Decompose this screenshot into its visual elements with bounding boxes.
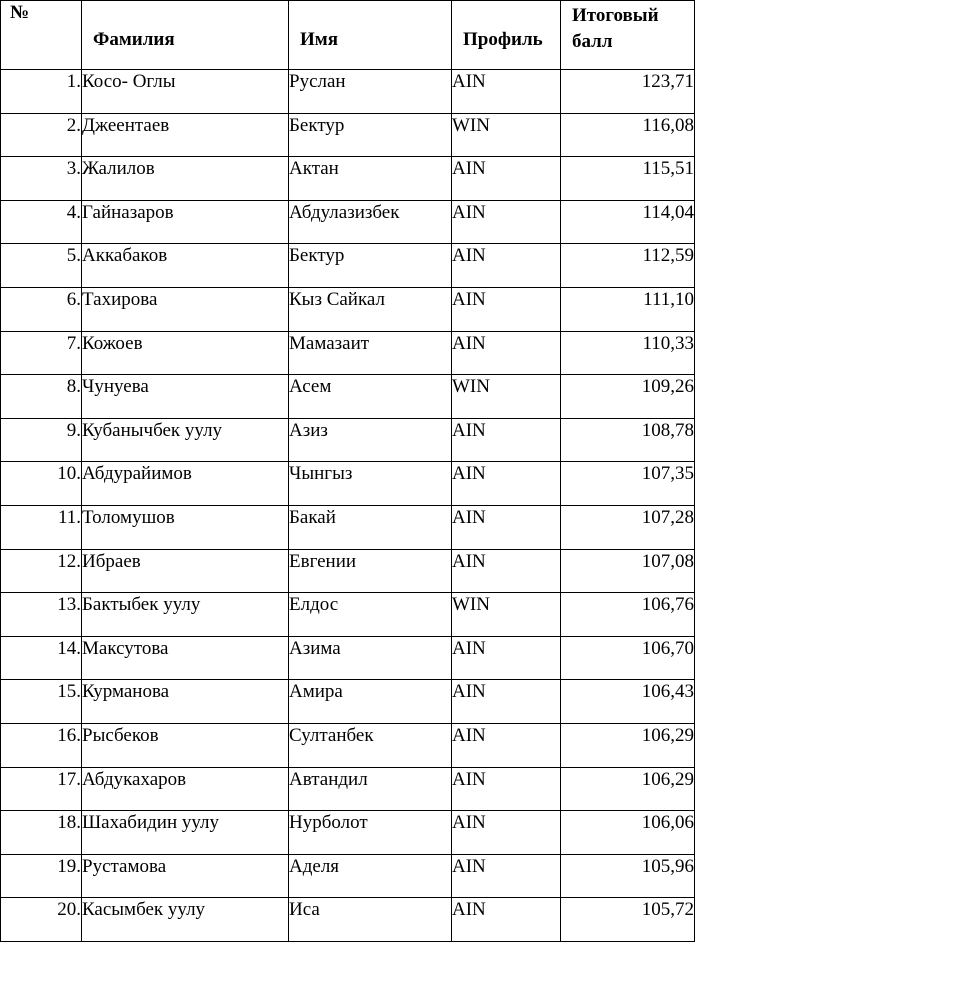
- name-cell: Руслан: [289, 70, 452, 114]
- table-row: [1, 505, 695, 549]
- profile-cell: AIN: [452, 157, 561, 201]
- profile-cell: AIN: [452, 418, 561, 462]
- score-cell: 108,78: [561, 418, 695, 462]
- table-row: [1, 462, 695, 506]
- profile-cell: AIN: [452, 898, 561, 942]
- surname-cell: Курманова: [82, 680, 289, 724]
- score-cell: 107,35: [561, 462, 695, 506]
- profile-cell: AIN: [452, 680, 561, 724]
- surname-cell: Кубанычбек уулу: [82, 418, 289, 462]
- profile-cell: AIN: [452, 854, 561, 898]
- row-number: 2.: [1, 113, 82, 157]
- score-cell: 106,06: [561, 811, 695, 855]
- score-cell: 106,29: [561, 767, 695, 811]
- name-cell: Евгении: [289, 549, 452, 593]
- profile-cell: AIN: [452, 549, 561, 593]
- row-number: 5.: [1, 244, 82, 288]
- profile-cell: AIN: [452, 244, 561, 288]
- name-cell: Султанбек: [289, 723, 452, 767]
- profile-cell: AIN: [452, 505, 561, 549]
- table-row: [1, 636, 695, 680]
- row-number: 20.: [1, 898, 82, 942]
- profile-cell: AIN: [452, 200, 561, 244]
- score-cell: 110,33: [561, 331, 695, 375]
- profile-cell: AIN: [452, 811, 561, 855]
- table-row: [1, 811, 695, 855]
- score-cell: 115,51: [561, 157, 695, 201]
- score-cell: 107,08: [561, 549, 695, 593]
- name-cell: Асем: [289, 375, 452, 419]
- row-number: 18.: [1, 811, 82, 855]
- header-score: Итоговый балл: [561, 1, 695, 70]
- row-number: 4.: [1, 200, 82, 244]
- header-num: №: [1, 1, 82, 70]
- profile-cell: AIN: [452, 287, 561, 331]
- score-cell: 105,96: [561, 854, 695, 898]
- profile-cell: WIN: [452, 113, 561, 157]
- table-row: [1, 331, 695, 375]
- surname-cell: Толомушов: [82, 505, 289, 549]
- row-number: 3.: [1, 157, 82, 201]
- row-number: 6.: [1, 287, 82, 331]
- header-row: [1, 1, 695, 70]
- row-number: 1.: [1, 70, 82, 114]
- surname-cell: Косо- Оглы: [82, 70, 289, 114]
- name-cell: Бектур: [289, 113, 452, 157]
- profile-cell: AIN: [452, 331, 561, 375]
- surname-cell: Тахирова: [82, 287, 289, 331]
- score-cell: 106,76: [561, 593, 695, 637]
- name-cell: Актан: [289, 157, 452, 201]
- row-number: 12.: [1, 549, 82, 593]
- row-number: 17.: [1, 767, 82, 811]
- surname-cell: Чунуева: [82, 375, 289, 419]
- table-row: [1, 157, 695, 201]
- surname-cell: Абдукахаров: [82, 767, 289, 811]
- surname-cell: Ибраев: [82, 549, 289, 593]
- table-row: [1, 244, 695, 288]
- name-cell: Чынгыз: [289, 462, 452, 506]
- score-cell: 111,10: [561, 287, 695, 331]
- surname-cell: Жалилов: [82, 157, 289, 201]
- row-number: 13.: [1, 593, 82, 637]
- row-number: 9.: [1, 418, 82, 462]
- surname-cell: Рустамова: [82, 854, 289, 898]
- row-number: 7.: [1, 331, 82, 375]
- profile-cell: AIN: [452, 767, 561, 811]
- row-number: 19.: [1, 854, 82, 898]
- table-row: [1, 549, 695, 593]
- table-row: [1, 418, 695, 462]
- surname-cell: Максутова: [82, 636, 289, 680]
- profile-cell: AIN: [452, 723, 561, 767]
- surname-cell: Кожоев: [82, 331, 289, 375]
- score-cell: 106,43: [561, 680, 695, 724]
- table-row: [1, 593, 695, 637]
- name-cell: Бакай: [289, 505, 452, 549]
- table-row: [1, 70, 695, 114]
- score-cell: 109,26: [561, 375, 695, 419]
- table-row: [1, 767, 695, 811]
- profile-cell: WIN: [452, 593, 561, 637]
- name-cell: Аделя: [289, 854, 452, 898]
- surname-cell: Аккабаков: [82, 244, 289, 288]
- profile-cell: AIN: [452, 462, 561, 506]
- table-row: [1, 287, 695, 331]
- name-cell: Абдулазизбек: [289, 200, 452, 244]
- table-row: [1, 723, 695, 767]
- row-number: 14.: [1, 636, 82, 680]
- surname-cell: Абдурайимов: [82, 462, 289, 506]
- name-cell: Мамазаит: [289, 331, 452, 375]
- table-row: [1, 854, 695, 898]
- row-number: 10.: [1, 462, 82, 506]
- score-cell: 107,28: [561, 505, 695, 549]
- score-cell: 105,72: [561, 898, 695, 942]
- surname-cell: Джеентаев: [82, 113, 289, 157]
- table-row: [1, 375, 695, 419]
- name-cell: Азиз: [289, 418, 452, 462]
- surname-cell: Касымбек уулу: [82, 898, 289, 942]
- score-cell: 123,71: [561, 70, 695, 114]
- name-cell: Бектур: [289, 244, 452, 288]
- row-number: 16.: [1, 723, 82, 767]
- surname-cell: Гайназаров: [82, 200, 289, 244]
- name-cell: Кыз Сайкал: [289, 287, 452, 331]
- table-row: [1, 898, 695, 942]
- score-cell: 116,08: [561, 113, 695, 157]
- score-cell: 114,04: [561, 200, 695, 244]
- row-number: 11.: [1, 505, 82, 549]
- row-number: 8.: [1, 375, 82, 419]
- table-row: [1, 680, 695, 724]
- header-surname: Фамилия: [82, 1, 289, 70]
- profile-cell: AIN: [452, 70, 561, 114]
- score-cell: 112,59: [561, 244, 695, 288]
- profile-cell: WIN: [452, 375, 561, 419]
- surname-cell: Бактыбек уулу: [82, 593, 289, 637]
- header-profile: Профиль: [452, 1, 561, 70]
- surname-cell: Рысбеков: [82, 723, 289, 767]
- name-cell: Автандил: [289, 767, 452, 811]
- table-row: [1, 113, 695, 157]
- table-body: [1, 70, 695, 942]
- score-cell: 106,29: [561, 723, 695, 767]
- name-cell: Амира: [289, 680, 452, 724]
- row-number: 15.: [1, 680, 82, 724]
- table-row: [1, 200, 695, 244]
- name-cell: Елдос: [289, 593, 452, 637]
- surname-cell: Шахабидин уулу: [82, 811, 289, 855]
- name-cell: Нурболот: [289, 811, 452, 855]
- name-cell: Азима: [289, 636, 452, 680]
- profile-cell: AIN: [452, 636, 561, 680]
- name-cell: Иса: [289, 898, 452, 942]
- score-cell: 106,70: [561, 636, 695, 680]
- header-name: Имя: [289, 1, 452, 70]
